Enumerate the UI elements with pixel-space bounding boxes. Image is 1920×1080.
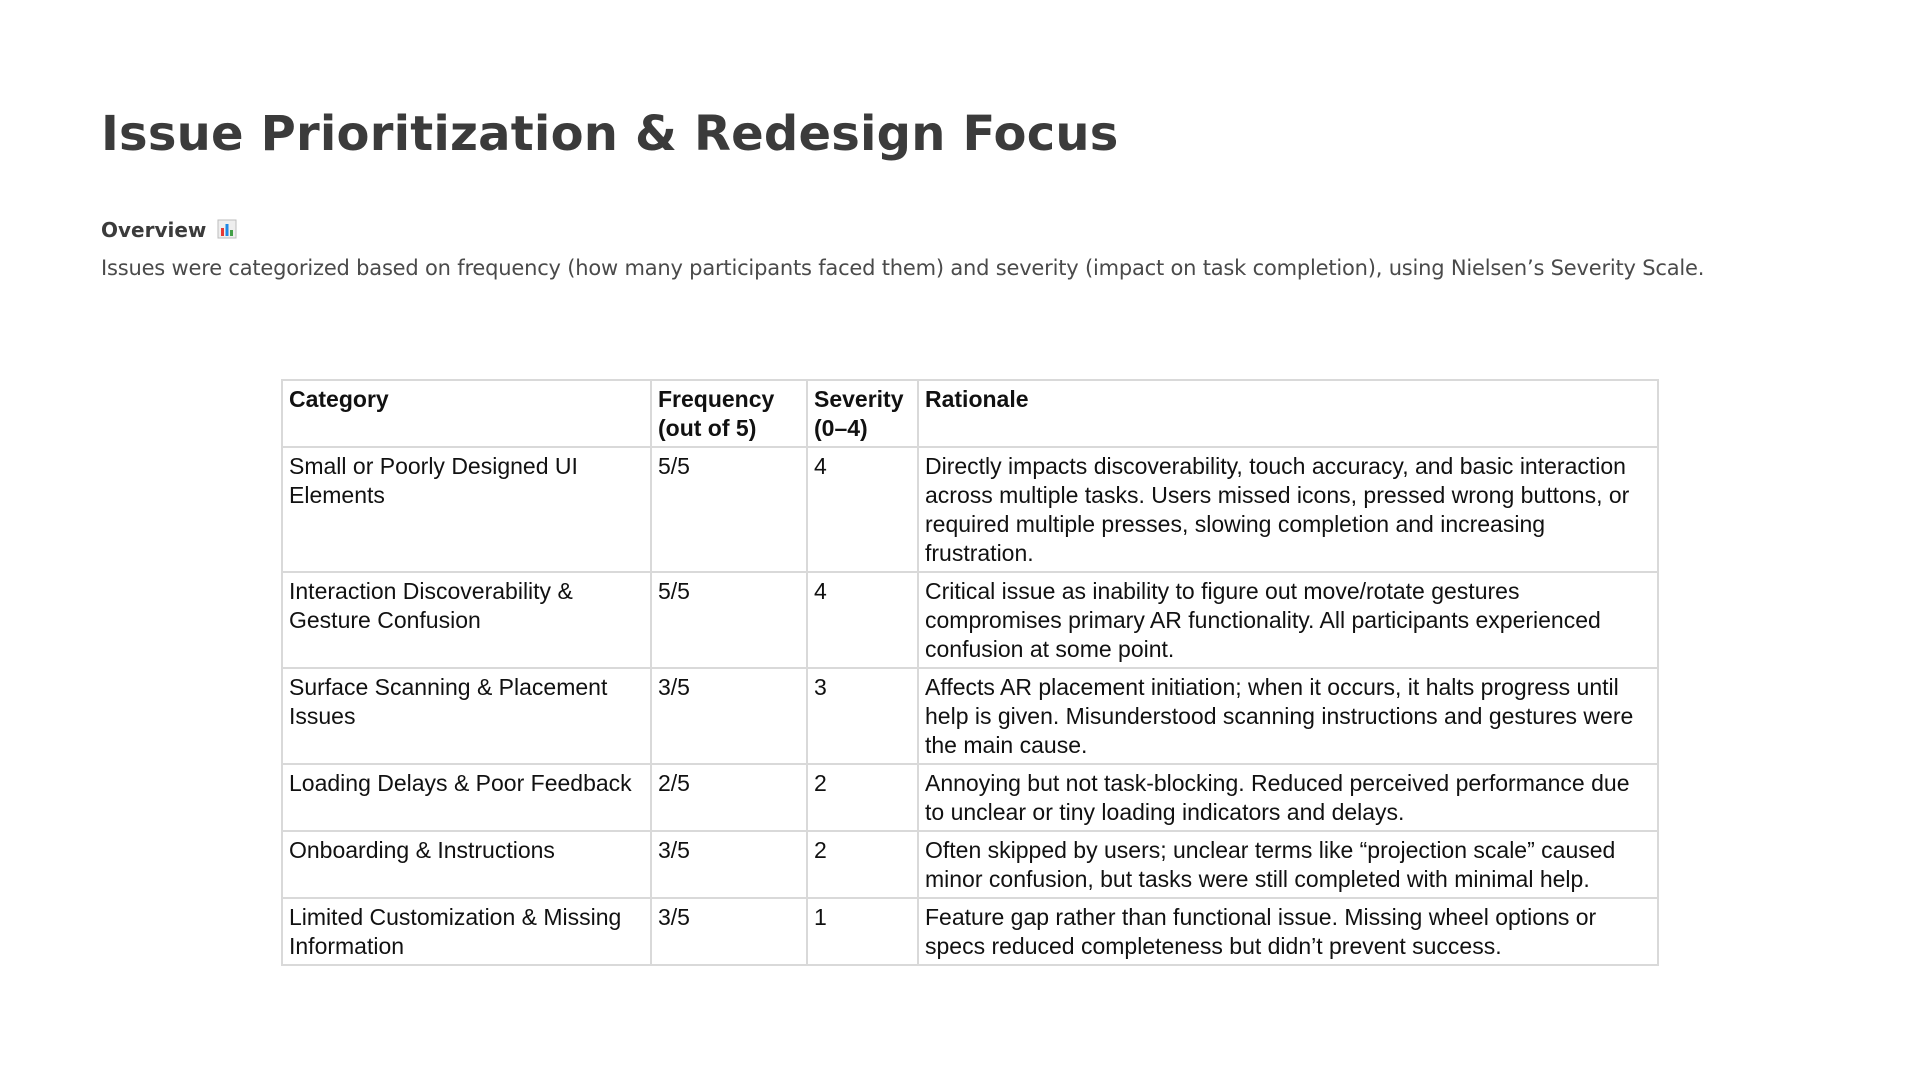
cell-severity: 4 bbox=[807, 447, 918, 572]
cell-rationale: Directly impacts discoverability, touch accuracy, and basic interaction across multiple tasks. Users missed icons, pressed wrong buttons, or required multiple presses, slowing completion and increasing frustration. bbox=[918, 447, 1658, 572]
cell-frequency: 3/5 bbox=[651, 898, 807, 965]
header-category: Category bbox=[282, 380, 651, 447]
cell-category: Surface Scanning & Placement Issues bbox=[282, 668, 651, 764]
header-rationale: Rationale bbox=[918, 380, 1658, 447]
cell-rationale: Feature gap rather than functional issue. Missing wheel options or specs reduced completeness but didn’t prevent success. bbox=[918, 898, 1658, 965]
severity-table-container bbox=[281, 379, 1657, 966]
table-row bbox=[282, 764, 1658, 831]
cell-severity: 2 bbox=[807, 831, 918, 898]
table-row bbox=[282, 572, 1658, 668]
cell-severity: 1 bbox=[807, 898, 918, 965]
cell-severity: 2 bbox=[807, 764, 918, 831]
overview-label bbox=[101, 218, 237, 242]
table-row bbox=[282, 831, 1658, 898]
table-header-row bbox=[282, 380, 1658, 447]
cell-frequency: 2/5 bbox=[651, 764, 807, 831]
cell-category: Small or Poorly Designed UI Elements bbox=[282, 447, 651, 572]
cell-rationale: Often skipped by users; unclear terms like “projection scale” caused minor confusion, but tasks were still completed with minimal help. bbox=[918, 831, 1658, 898]
table-row bbox=[282, 898, 1658, 965]
cell-category: Limited Customization & Missing Information bbox=[282, 898, 651, 965]
cell-severity: 4 bbox=[807, 572, 918, 668]
cell-rationale: Critical issue as inability to figure out move/rotate gestures compromises primary AR functionality. All participants experienced confusion at some point. bbox=[918, 572, 1658, 668]
header-frequency: Frequency (out of 5) bbox=[651, 380, 807, 447]
cell-frequency: 5/5 bbox=[651, 572, 807, 668]
severity-table bbox=[281, 379, 1659, 966]
cell-category: Interaction Discoverability & Gesture Confusion bbox=[282, 572, 651, 668]
bar-chart-icon bbox=[217, 219, 237, 239]
table-row bbox=[282, 668, 1658, 764]
overview-label-text: Overview bbox=[101, 218, 207, 242]
cell-category: Loading Delays & Poor Feedback bbox=[282, 764, 651, 831]
header-severity: Severity (0–4) bbox=[807, 380, 918, 447]
cell-frequency: 3/5 bbox=[651, 831, 807, 898]
page-title: Issue Prioritization & Redesign Focus bbox=[101, 106, 1119, 162]
table-row bbox=[282, 447, 1658, 572]
cell-severity: 3 bbox=[807, 668, 918, 764]
cell-frequency: 5/5 bbox=[651, 447, 807, 572]
cell-frequency: 3/5 bbox=[651, 668, 807, 764]
cell-rationale: Affects AR placement initiation; when it occurs, it halts progress until help is given. Misunderstood scanning instructions and gestures were the main cause. bbox=[918, 668, 1658, 764]
cell-rationale: Annoying but not task-blocking. Reduced perceived performance due to unclear or tiny loading indicators and delays. bbox=[918, 764, 1658, 831]
overview-description: Issues were categorized based on frequency (how many participants faced them) and severity (impact on task completion), using Nielsen’s Severity Scale. bbox=[101, 256, 1705, 280]
cell-category: Onboarding & Instructions bbox=[282, 831, 651, 898]
